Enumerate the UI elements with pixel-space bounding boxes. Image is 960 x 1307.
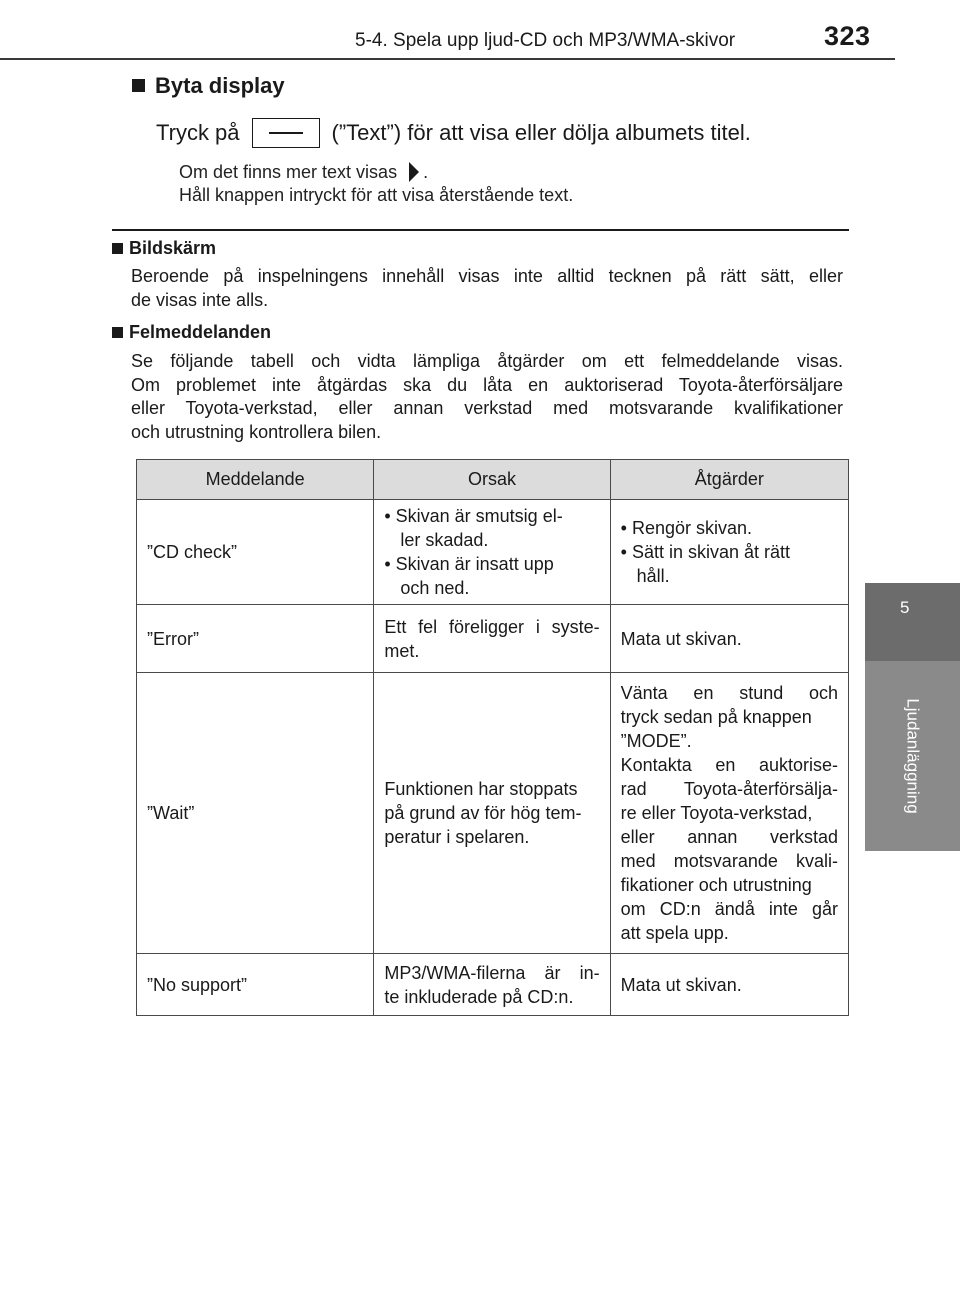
heading-felmeddelanden-text: Felmeddelanden — [129, 322, 272, 342]
text-line: Beroende på inspelningens innehåll visas inte alltid tecknen på rätt sätt, eller — [131, 266, 843, 286]
text-line: Mata ut skivan. — [620, 628, 742, 649]
text-line: och utrustning kontrollera bilen. — [131, 421, 382, 442]
text-line: te inkluderade på CD:n. — [384, 986, 574, 1007]
heading-byta-display — [132, 73, 285, 99]
square-bullet-icon — [112, 327, 123, 338]
text-line: Ett fel föreligger i syste- — [384, 616, 600, 637]
text-line: eller annan verkstad — [620, 827, 838, 847]
bullet-item: • Skivan är insatt upp och ned. — [384, 554, 554, 598]
text-line: eller Toyota-verkstad, eller annan verkstad med motsvarande kvalifikationer — [131, 398, 843, 418]
table-row — [137, 500, 849, 605]
text-line: fikationer och utrustning — [620, 875, 812, 895]
text-line: Vänta en stund och — [620, 683, 838, 703]
bullet-item: • Skivan är smutsig el- ler skadad. — [384, 506, 563, 550]
instruction-pre: Tryck på — [156, 120, 240, 145]
cell-message: ”No support” — [137, 954, 374, 1016]
heading-felmeddelanden — [112, 322, 271, 343]
text-line: Kontakta en auktorise- — [620, 755, 838, 775]
table-row — [137, 605, 849, 673]
text-line: att spela upp. — [620, 923, 729, 943]
bullet-item: • Rengör skivan. — [620, 518, 753, 538]
section-divider — [112, 229, 849, 231]
chapter-label-text: Ljudanläggning — [904, 698, 923, 814]
text-line: MP3/WMA-filerna är in- — [384, 962, 600, 983]
cell-action — [610, 954, 848, 1016]
table-row — [137, 954, 849, 1016]
cell-message: ”Wait” — [137, 673, 374, 954]
bullet-item: • Sätt in skivan åt rätt håll. — [620, 542, 791, 586]
column-header: Meddelande — [137, 460, 374, 500]
text-line: på grund av för hög tem- — [384, 803, 582, 823]
cell-action — [610, 673, 848, 954]
header-section-title: 5-4. Spela upp ljud-CD och MP3/WMA-skivor — [355, 30, 736, 51]
heading-byta-display-text: Byta display — [155, 73, 285, 98]
text-line: de visas inte alls. — [131, 289, 269, 310]
cell-cause — [374, 954, 610, 1016]
table-row — [137, 673, 849, 954]
dash-button-icon — [252, 118, 320, 148]
right-arrow-icon — [409, 162, 419, 182]
chapter-label — [868, 661, 958, 851]
paragraph-felmeddelanden — [131, 350, 843, 444]
instruction-line — [156, 118, 751, 148]
note-line-1 — [179, 162, 428, 183]
page-number: 323 — [824, 21, 871, 51]
cell-message: ”CD check” — [137, 500, 374, 605]
text-line: met. — [384, 640, 420, 661]
column-header: Åtgärder — [610, 460, 848, 500]
text-line: ”MODE”. — [620, 731, 692, 751]
header-divider — [0, 58, 895, 60]
text-line: Om problemet inte åtgärdas ska du låta en auktoriserad Toyota-återförsäljare — [131, 374, 843, 395]
text-line: om CD:n ändå inte går — [620, 899, 838, 919]
heading-bildskarm — [112, 238, 216, 259]
error-message-table — [136, 459, 849, 1016]
column-header: Orsak — [374, 460, 610, 500]
square-bullet-icon — [112, 243, 123, 254]
instruction-post: (”Text”) för att visa eller dölja albumets titel. — [331, 120, 751, 145]
text-line: peratur i spelaren. — [384, 827, 530, 847]
table-header-row — [137, 460, 849, 500]
cell-action — [610, 605, 848, 673]
text-line: med motsvarande kvali- — [620, 851, 838, 871]
cell-cause — [374, 605, 610, 673]
paragraph-bildskarm — [131, 265, 843, 312]
heading-bildskarm-text: Bildskärm — [129, 238, 217, 258]
text-line: Mata ut skivan. — [620, 974, 742, 995]
cell-action — [610, 500, 848, 605]
cell-message: ”Error” — [137, 605, 374, 673]
text-line: tryck sedan på knappen — [620, 707, 812, 727]
note-line-1-post: . — [423, 162, 429, 182]
chapter-number: 5 — [900, 598, 910, 617]
text-line: Funktionen har stoppats — [384, 779, 578, 799]
text-line: re eller Toyota-verkstad, — [620, 803, 813, 823]
text-line: Se följande tabell och vidta lämpliga åtgärder om ett felmeddelande visas. — [131, 351, 843, 371]
text-line: rad Toyota-återförsälja- — [620, 779, 838, 799]
chapter-tab — [865, 583, 960, 661]
square-bullet-icon — [132, 79, 145, 92]
cell-cause — [374, 500, 610, 605]
cell-cause — [374, 673, 610, 954]
note-line-1-pre: Om det finns mer text visas — [179, 162, 398, 182]
note-line-2: Håll knappen intryckt för att visa återstående text. — [179, 185, 574, 205]
